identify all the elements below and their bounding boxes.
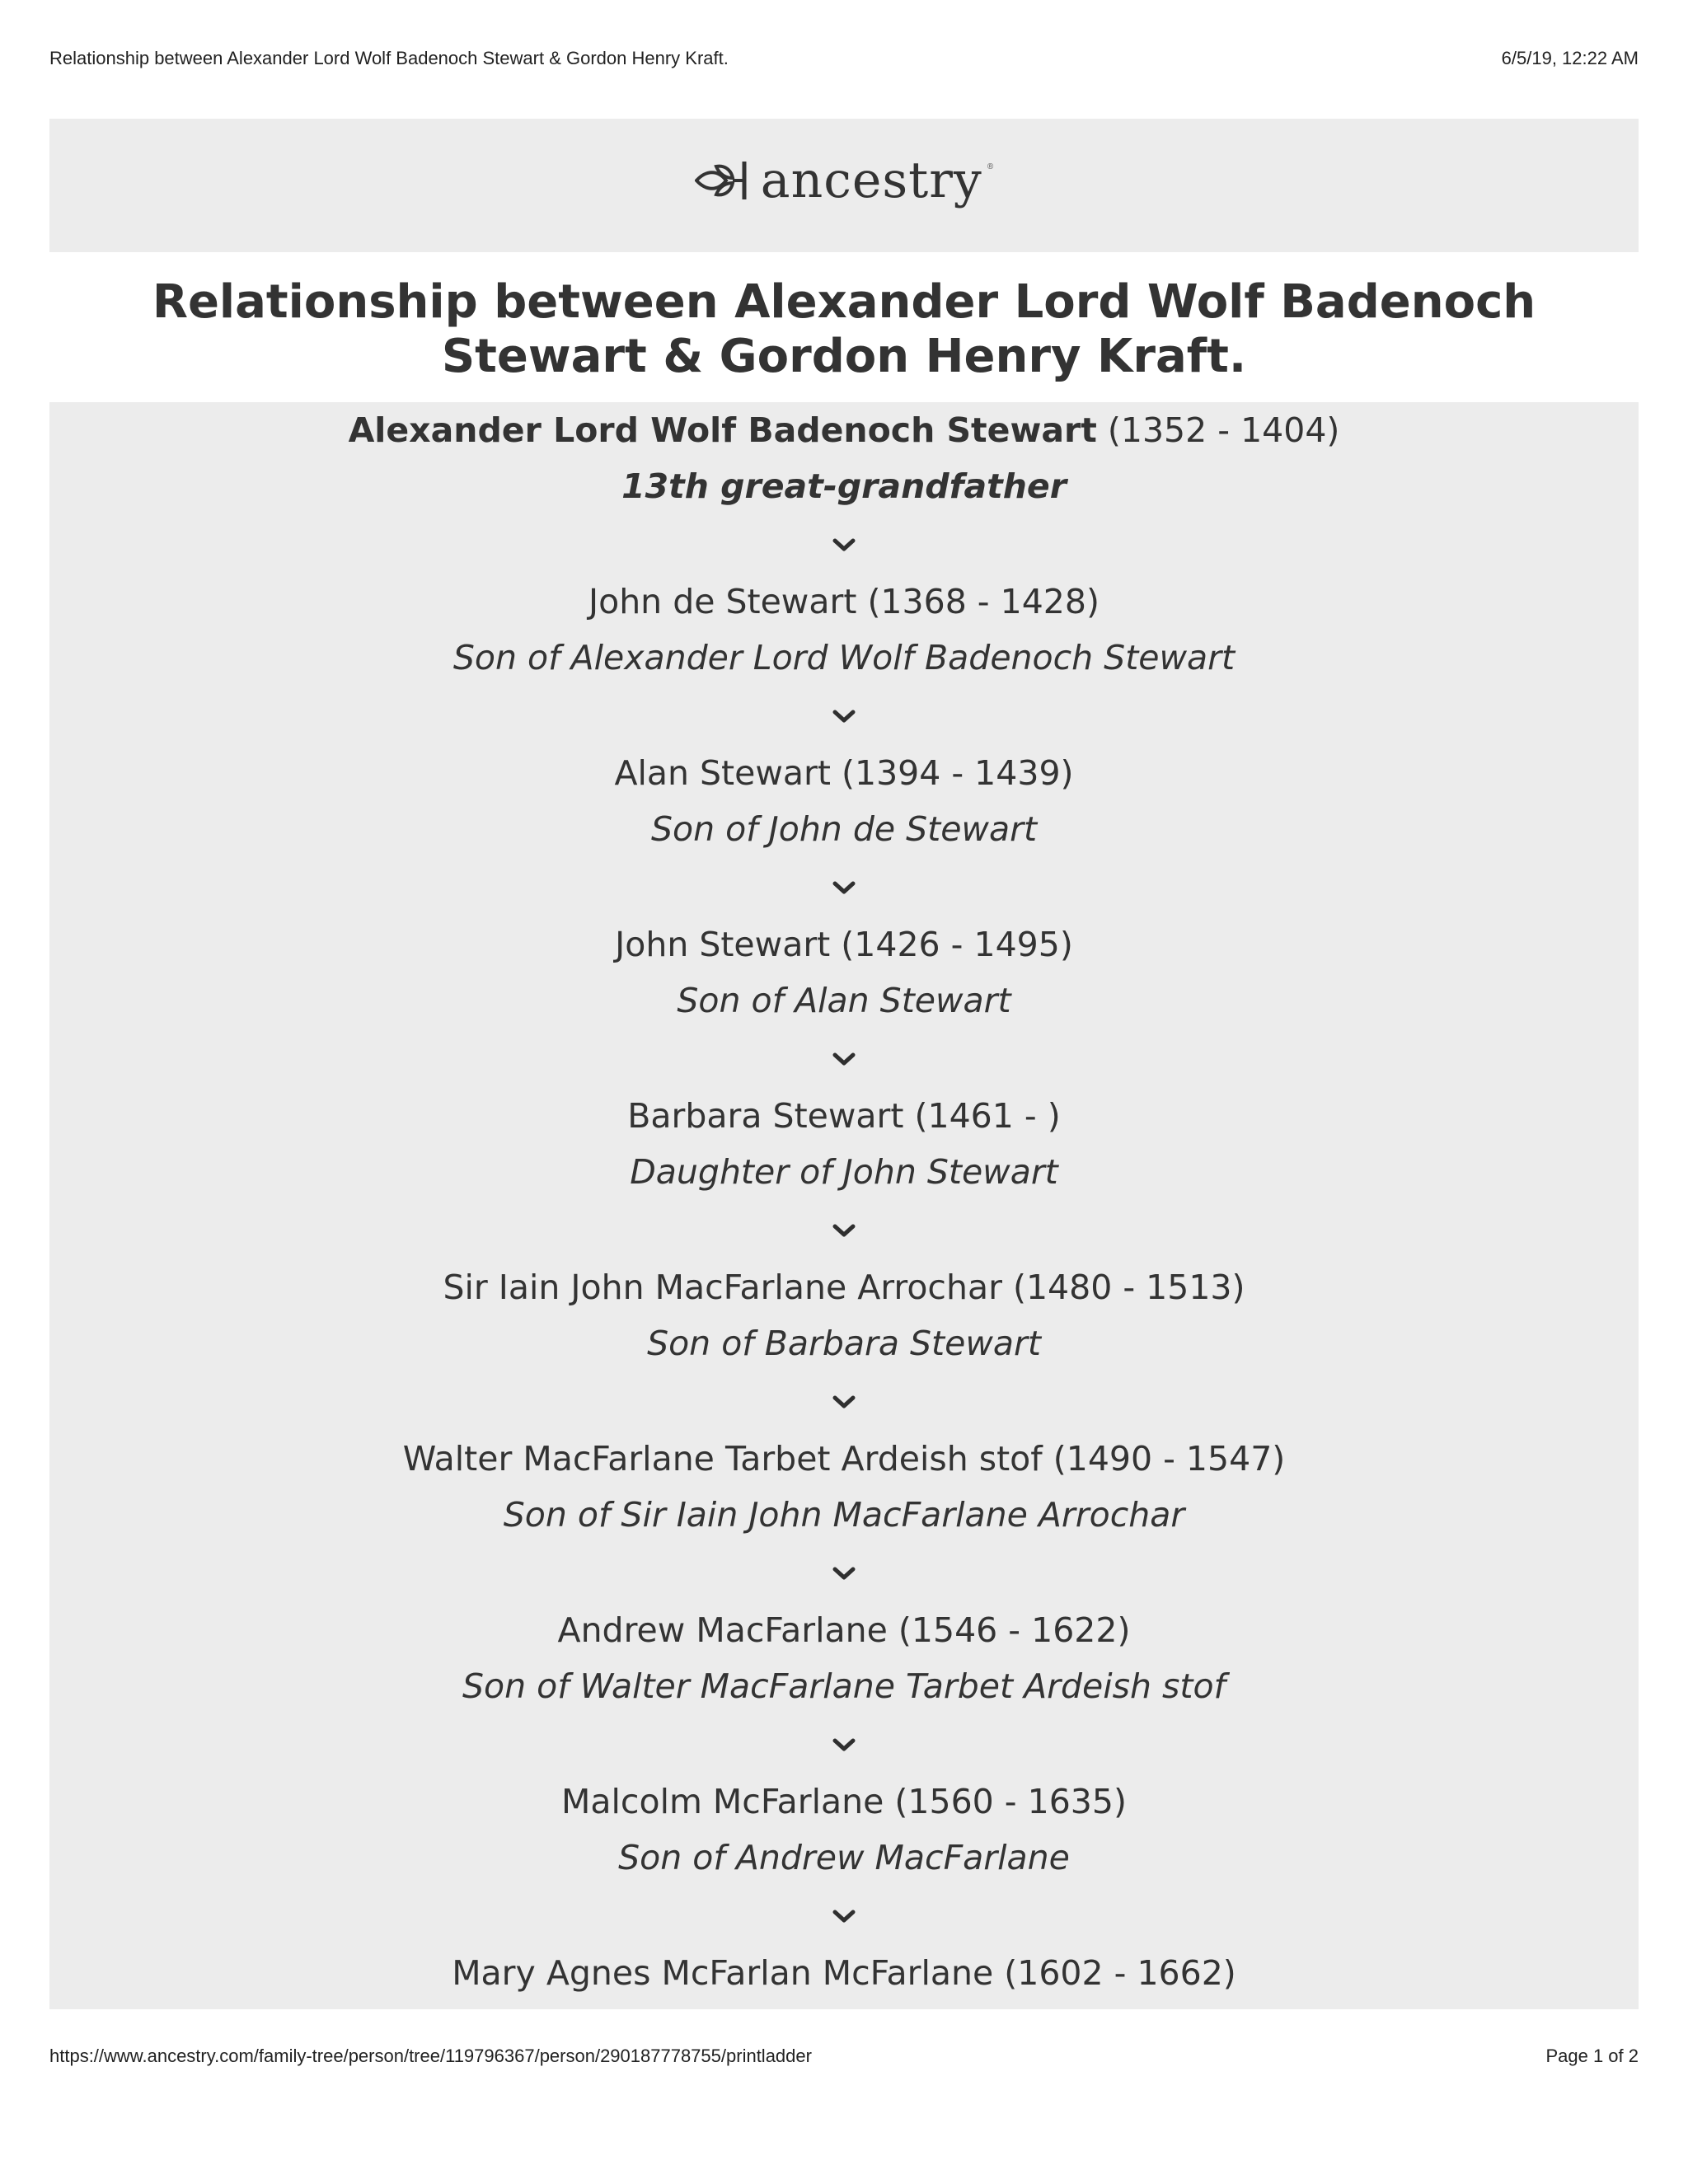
chevron-down-icon bbox=[49, 1886, 1639, 1945]
ladder-person bbox=[49, 1774, 1639, 1886]
person-name[interactable]: Andrew MacFarlane bbox=[557, 1610, 888, 1650]
chevron-down-icon bbox=[49, 515, 1639, 574]
person-name-line bbox=[49, 916, 1639, 972]
person-name-line bbox=[49, 1945, 1639, 2001]
print-footer-url: https://www.ancestry.com/family-tree/person/tree/119796367/person/290187778755/printladder bbox=[49, 2046, 812, 2066]
ancestry-wordmark: ancestry bbox=[760, 152, 982, 209]
root-person-years: (1352 - 1404) bbox=[1096, 410, 1340, 450]
root-person-name-line bbox=[49, 402, 1639, 458]
person-relation: Son of Andrew MacFarlane bbox=[618, 1838, 1070, 1877]
ladder-root-person bbox=[49, 402, 1639, 515]
person-relation: Son of Barbara Stewart bbox=[647, 1324, 1041, 1363]
person-name[interactable]: John Stewart bbox=[615, 925, 831, 964]
ancestry-leaf-icon bbox=[695, 158, 756, 203]
person-years: (1480 - 1513) bbox=[1001, 1268, 1245, 1307]
print-footer bbox=[49, 2044, 1639, 2069]
ladder-person bbox=[49, 1602, 1639, 1715]
relationship-ladder bbox=[49, 402, 1639, 2009]
ladder-person bbox=[49, 1945, 1639, 2001]
print-header-datetime: 6/5/19, 12:22 AM bbox=[1501, 48, 1639, 68]
person-years: (1560 - 1635) bbox=[884, 1782, 1127, 1821]
person-name[interactable]: Malcolm McFarlane bbox=[561, 1782, 884, 1821]
ladder-descendants bbox=[49, 515, 1639, 2001]
person-name-line bbox=[49, 1259, 1639, 1315]
print-header bbox=[49, 46, 1639, 71]
root-person-relation: 13th great-grandfather bbox=[621, 466, 1067, 506]
person-name[interactable]: Walter MacFarlane Tarbet Ardeish stof bbox=[402, 1439, 1043, 1479]
person-relation: Son of John de Stewart bbox=[650, 809, 1038, 849]
ladder-person bbox=[49, 1259, 1639, 1372]
person-years: (1394 - 1439) bbox=[830, 753, 1074, 793]
person-name-line bbox=[49, 1088, 1639, 1144]
print-header-title: Relationship between Alexander Lord Wolf Badenoch Stewart & Gordon Henry Kraft. bbox=[49, 48, 729, 68]
person-years: (1490 - 1547) bbox=[1042, 1439, 1286, 1479]
root-person-name[interactable]: Alexander Lord Wolf Badenoch Stewart bbox=[348, 410, 1097, 450]
person-name-line bbox=[49, 745, 1639, 801]
ladder-person bbox=[49, 745, 1639, 858]
ladder-person bbox=[49, 1431, 1639, 1544]
registered-mark: ® bbox=[987, 162, 994, 171]
person-relation: Son of Sir Iain John MacFarlane Arrochar bbox=[503, 1495, 1185, 1535]
chevron-down-icon bbox=[49, 858, 1639, 916]
person-name-line bbox=[49, 1431, 1639, 1487]
chevron-down-icon bbox=[49, 1201, 1639, 1259]
person-name-line bbox=[49, 574, 1639, 630]
person-years: (1426 - 1495) bbox=[830, 925, 1073, 964]
chevron-down-icon bbox=[49, 1715, 1639, 1774]
person-years: (1602 - 1662) bbox=[993, 1953, 1236, 1993]
chevron-down-icon bbox=[49, 1544, 1639, 1602]
ladder-person bbox=[49, 1088, 1639, 1201]
person-relation: Son of Alexander Lord Wolf Badenoch Stewart bbox=[452, 638, 1236, 677]
person-name[interactable]: Alan Stewart bbox=[614, 753, 831, 793]
person-years: (1546 - 1622) bbox=[887, 1610, 1131, 1650]
person-relation: Son of Walter MacFarlane Tarbet Ardeish stof bbox=[462, 1666, 1226, 1706]
person-years: (1368 - 1428) bbox=[856, 582, 1100, 621]
person-name[interactable]: Sir Iain John MacFarlane Arrochar bbox=[443, 1268, 1002, 1307]
person-name[interactable]: Mary Agnes McFarlan McFarlane bbox=[452, 1953, 994, 1993]
ladder-person bbox=[49, 916, 1639, 1029]
person-relation: Daughter of John Stewart bbox=[630, 1152, 1058, 1192]
chevron-down-icon bbox=[49, 1372, 1639, 1431]
person-name-line bbox=[49, 1774, 1639, 1830]
chevron-down-icon bbox=[49, 1029, 1639, 1088]
ladder-person bbox=[49, 574, 1639, 687]
person-name[interactable]: Barbara Stewart bbox=[627, 1096, 904, 1136]
person-name-line bbox=[49, 1602, 1639, 1658]
person-name[interactable]: John de Stewart bbox=[588, 582, 857, 621]
person-relation: Son of Alan Stewart bbox=[677, 981, 1011, 1020]
ancestry-logo[interactable] bbox=[695, 152, 994, 209]
print-footer-page: Page 1 of 2 bbox=[1545, 2046, 1639, 2066]
person-years: (1461 - ) bbox=[903, 1096, 1061, 1136]
chevron-down-icon bbox=[49, 687, 1639, 745]
brand-bar bbox=[49, 119, 1639, 252]
page-title: Relationship between Alexander Lord Wolf Badenoch Stewart & Gordon Henry Kraft. bbox=[152, 275, 1536, 383]
